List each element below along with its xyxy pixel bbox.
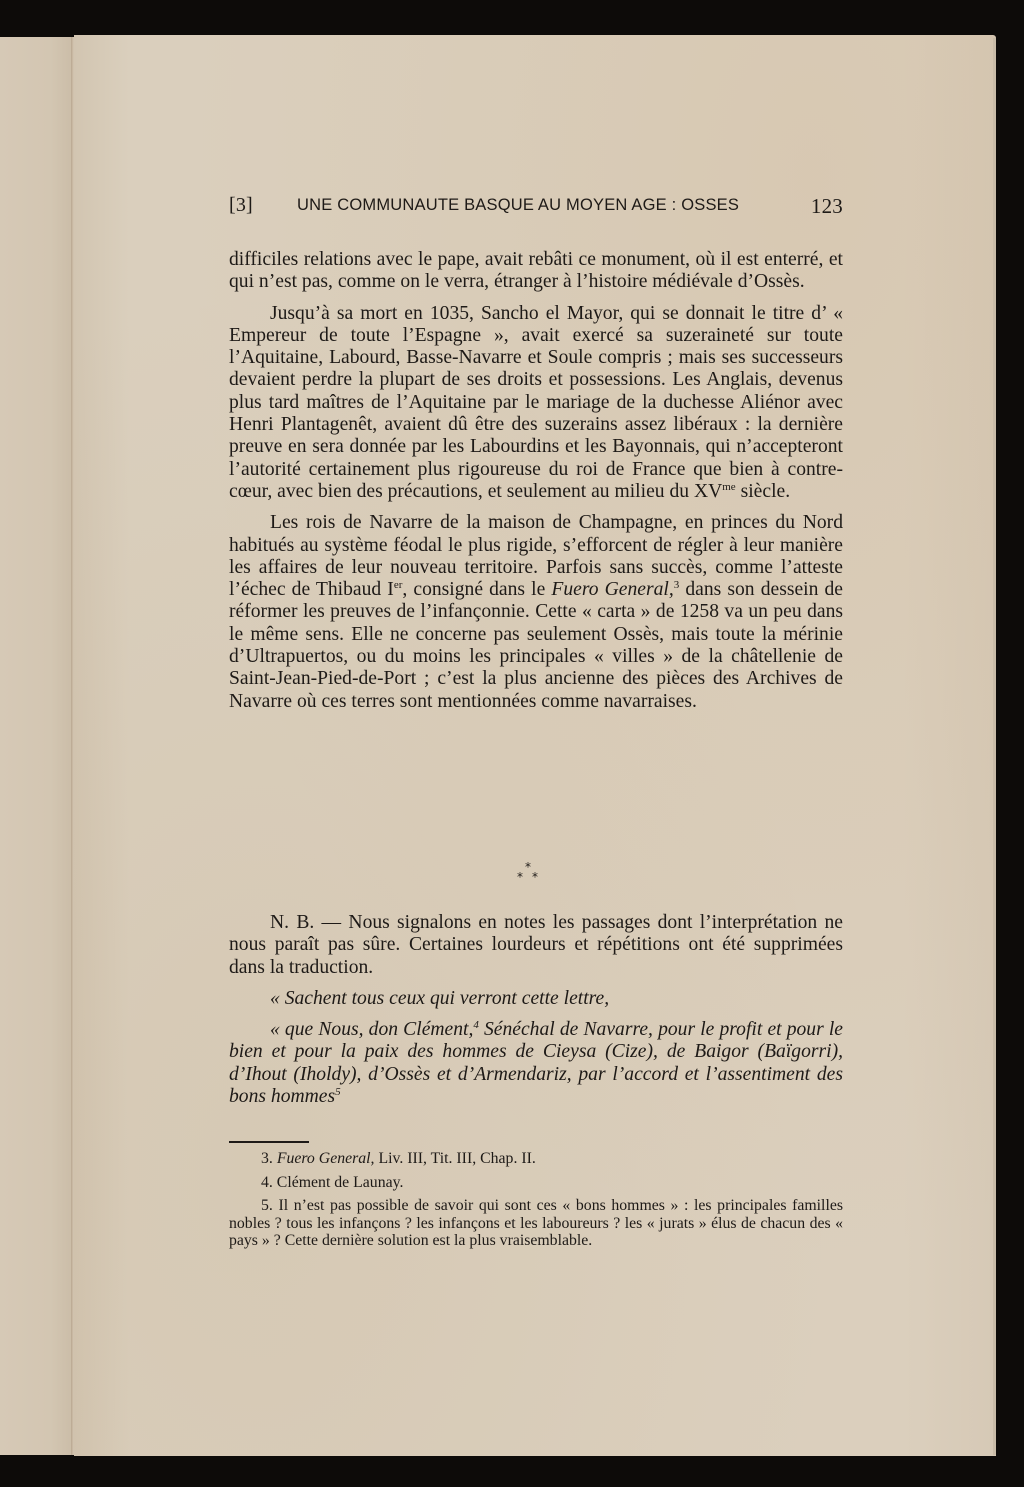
footnote-ref-4[interactable]: 4 [473, 1019, 479, 1032]
running-head-title: UNE COMMUNAUTE BASQUE AU MOYEN AGE : OSSES [297, 196, 740, 214]
facing-page-edge [0, 37, 72, 1455]
asterisk-icon: * [525, 860, 531, 874]
paragraph-3 [229, 512, 843, 713]
paragraph-spacer [229, 294, 843, 303]
footnote-3-title: Fuero General, [276, 1150, 375, 1167]
paragraph-2 [229, 303, 843, 504]
section-break-asterism [516, 861, 546, 885]
century-superscript: me [722, 480, 736, 493]
translation-p2-start: « que Nous, don Clément, [270, 1019, 474, 1041]
translation-line-1 [229, 988, 843, 1010]
paragraph-2-text: Jusqu’à sa mort en 1035, Sancho el Mayor, qui se donnait le titre d’ « Empereur de toute l’Espagne », avait exercé sa suzeraineté sur toute l’Aquitaine, Labourd, Basse-Navarre et Soule compris ; mais ses successeurs devaient perdre la plupart de ses droits et possessions. Les Anglais, devenus plus tard maîtres de l’Aquitaine par le mariage de la duchesse Aliénor avec Henri Plantagenêt, avaient dû être des suzerains assez libéraux : la dernière preuve en sera donnée par les Labourdins et les Bayonnais, qui n’accepteront l’autorité certainement plus rigoureuse du roi de France que bien à contre-cœur, avec bien des précautions, et seulement au milieu du XV [229, 302, 843, 502]
footnote-4 [229, 1174, 843, 1192]
footnote-ref-5[interactable]: 5 [335, 1086, 341, 1099]
translation-section [229, 912, 843, 1108]
translation-p2-rest: Sénéchal de Navarre, pour le profit et pour le bien et pour la paix des hommes de Cieysa (Cize), de Baigor (Baïgorri), d’Ihout (Iholdy), d’Ossès et d’Armendariz, par l’accord et l’assentiment des bons hommes [229, 1019, 843, 1108]
nota-bene-text: N. B. — Nous signalons en notes les passages dont l’interprétation ne nous paraît pas sûre. Certaines lourdeurs et répétitions ont été supprimées dans la traduction. [229, 912, 843, 978]
footnote-3 [229, 1150, 843, 1168]
body-text [229, 249, 843, 713]
footnote-separator [229, 1141, 309, 1143]
translation-paragraph-2 [229, 1019, 843, 1108]
nota-bene [229, 912, 843, 979]
translation-line-1-text: « Sachent tous ceux qui verront cette lettre, [270, 987, 610, 1009]
page-number: 123 [810, 194, 843, 218]
footnote-5 [229, 1197, 843, 1250]
paragraph-3-text: Les rois de Navarre de la maison de Champagne, en princes du Nord habitués au système féodal le plus rigide, s’efforcent de régler à leur manière les affaires de leur nouveau territoire. Parfois sans succès, comme l’atteste l’échec de Thibaud I [229, 512, 843, 601]
footnotes [229, 1150, 843, 1250]
page-edge-shadow [993, 38, 996, 1455]
footnote-3-text: Liv. III, Tit. III, Chap. II. [374, 1150, 536, 1167]
paragraph-2-tail: siècle. [735, 480, 791, 502]
paragraph-1 [229, 249, 843, 294]
section-number: [3] [229, 194, 253, 216]
footnote-number: 5. [261, 1197, 273, 1215]
paragraph-3-tail: dans son dessein de réformer les preuves de l’infançonnie. Cette « carta » de 1258 va un peu dans le même sens. Elle ne concerne pas seulement Ossès, mais toute la mérinie d’Ultrapuertos, ou du moins les principales « villes » de la châtellenie de Saint-Jean-Pied-de-Port ; c’est la plus ancienne des pièces des Archives de Navarre où ces terres sont mentionnées comme navarraises. [229, 579, 843, 712]
footnote-4-text: Clément de Launay. [272, 1173, 404, 1191]
footnote-number: 3. [261, 1150, 273, 1167]
paragraph-1-text: difficiles relations avec le pape, avait rebâti ce monument, où il est enterré, et qui n’est pas, comme on le verra, étranger à l’histoire médiévale d’Ossès. [229, 249, 843, 293]
footnote-number: 4. [261, 1173, 273, 1191]
running-head [229, 194, 843, 224]
footnote-5-text: Il n’est pas possible de savoir qui sont ces « bons hommes » : les principales familles nobles ? tous les infançons ? les infançons et les laboureurs ? les « jurats » élus de chacun des « pays » ? Cette dernière solution est la plus vraisemblable. [229, 1197, 843, 1250]
paragraph-spacer [229, 979, 843, 988]
footnote-ref-3[interactable]: 3 [673, 579, 680, 592]
asterisk-icon: * [532, 870, 538, 884]
paragraph-3-mid: , consigné dans le [402, 579, 552, 601]
paragraph-spacer [229, 503, 843, 512]
asterisk-icon: * [517, 870, 523, 884]
ordinal-superscript: er [393, 579, 403, 592]
paragraph-spacer [229, 1010, 843, 1019]
fuero-general-title: Fuero General, [551, 579, 674, 601]
